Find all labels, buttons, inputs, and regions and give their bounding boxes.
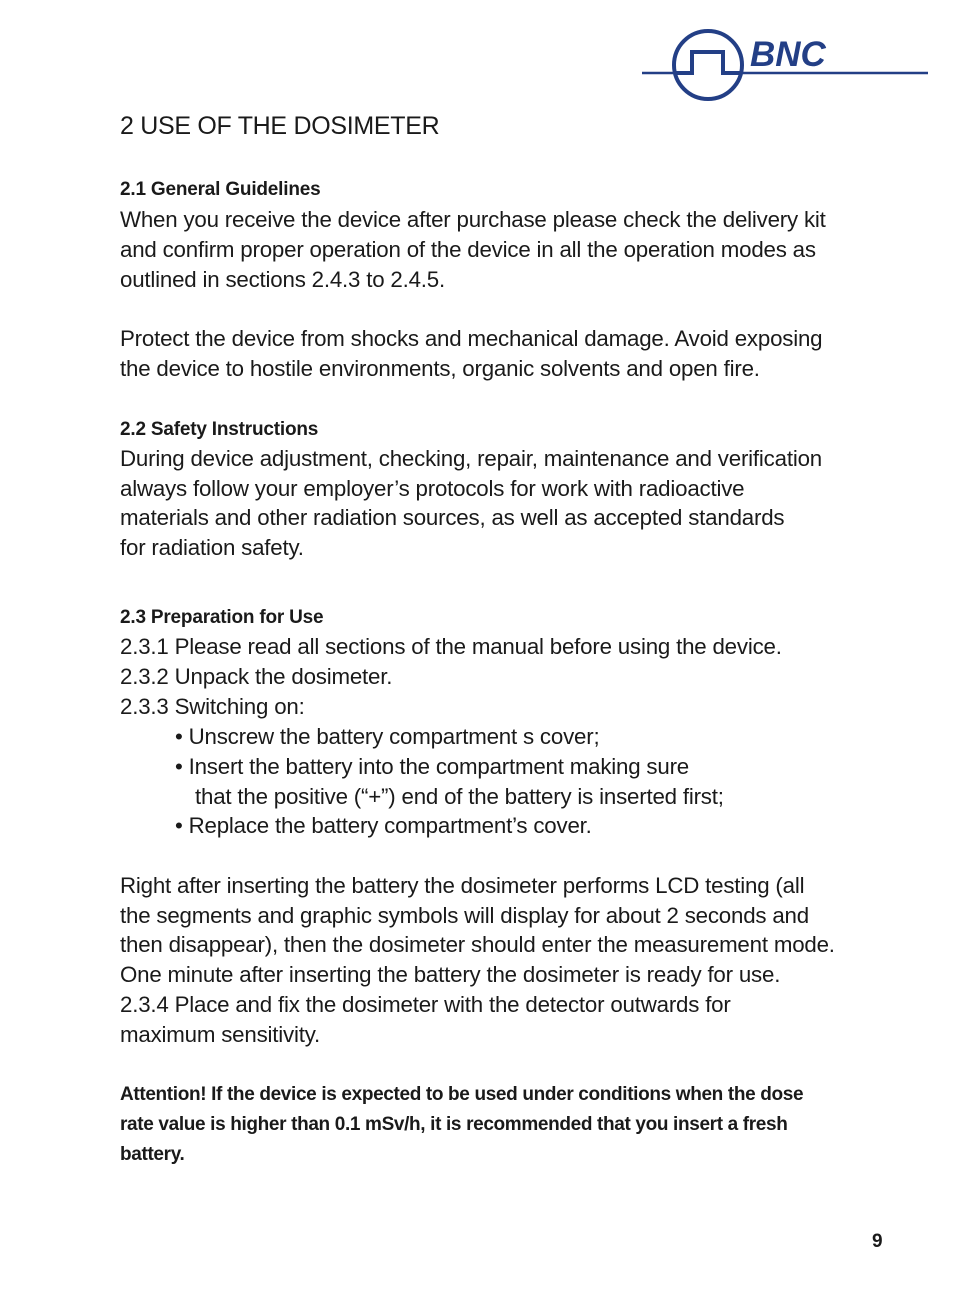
paragraph-line: the segments and graphic symbols will display for about 2 seconds and — [120, 903, 809, 928]
paragraph-line: Right after inserting the battery the dosimeter performs LCD testing (all — [120, 873, 805, 898]
page-number: 9 — [872, 1231, 883, 1252]
section-heading-general-guidelines: 2.1 General Guidelines — [120, 179, 321, 200]
paragraph-line: 2.3.4 Place and fix the dosimeter with the detector outwards for — [120, 992, 731, 1017]
paragraph-line: the device to hostile environments, organic solvents and open fire. — [120, 356, 760, 381]
bullet-item: • Replace the battery compartment’s cover. — [175, 813, 592, 838]
paragraph-line: materials and other radiation sources, as well as accepted standards — [120, 505, 785, 530]
paragraph-line: and confirm proper operation of the device in all the operation modes as — [120, 237, 816, 262]
paragraph-line: for radiation safety. — [120, 535, 304, 560]
step-line: 2.3.3 Switching on: — [120, 694, 305, 719]
logo-text: BNC — [750, 35, 826, 74]
section-heading-preparation-for-use: 2.3 Preparation for Use — [120, 607, 324, 628]
bnc-logo — [640, 26, 930, 104]
section-heading-safety-instructions: 2.2 Safety Instructions — [120, 419, 319, 440]
paragraph-line: When you receive the device after purchase please check the delivery kit — [120, 207, 826, 232]
attention-note-line: battery. — [120, 1144, 185, 1165]
attention-note-line: rate value is higher than 0.1 mSv/h, it is recommended that you insert a fresh — [120, 1114, 788, 1135]
paragraph-line: maximum sensitivity. — [120, 1022, 321, 1047]
step-line: 2.3.2 Unpack the dosimeter. — [120, 664, 393, 689]
paragraph-line: outlined in sections 2.4.3 to 2.4.5. — [120, 267, 445, 292]
step-line: 2.3.1 Please read all sections of the manual before using the device. — [120, 634, 782, 659]
paragraph-line: One minute after inserting the battery the dosimeter is ready for use. — [120, 962, 781, 987]
attention-note-line: Attention! If the device is expected to be used under conditions when the dose — [120, 1084, 804, 1105]
paragraph-line: Protect the device from shocks and mechanical damage. Avoid exposing — [120, 326, 823, 351]
paragraph-line: always follow your employer’s protocols for work with radioactive — [120, 476, 745, 501]
bullet-item: • Unscrew the battery compartment s cover; — [175, 724, 600, 749]
paragraph-line: then disappear), then the dosimeter should enter the measurement mode. — [120, 932, 835, 957]
bullet-item-continuation: that the positive (“+”) end of the battery is inserted first; — [195, 784, 724, 809]
bullet-item: • Insert the battery into the compartment making sure — [175, 754, 689, 779]
paragraph-line: During device adjustment, checking, repair, maintenance and verification — [120, 446, 822, 471]
page-title: 2 USE OF THE DOSIMETER — [120, 112, 440, 140]
